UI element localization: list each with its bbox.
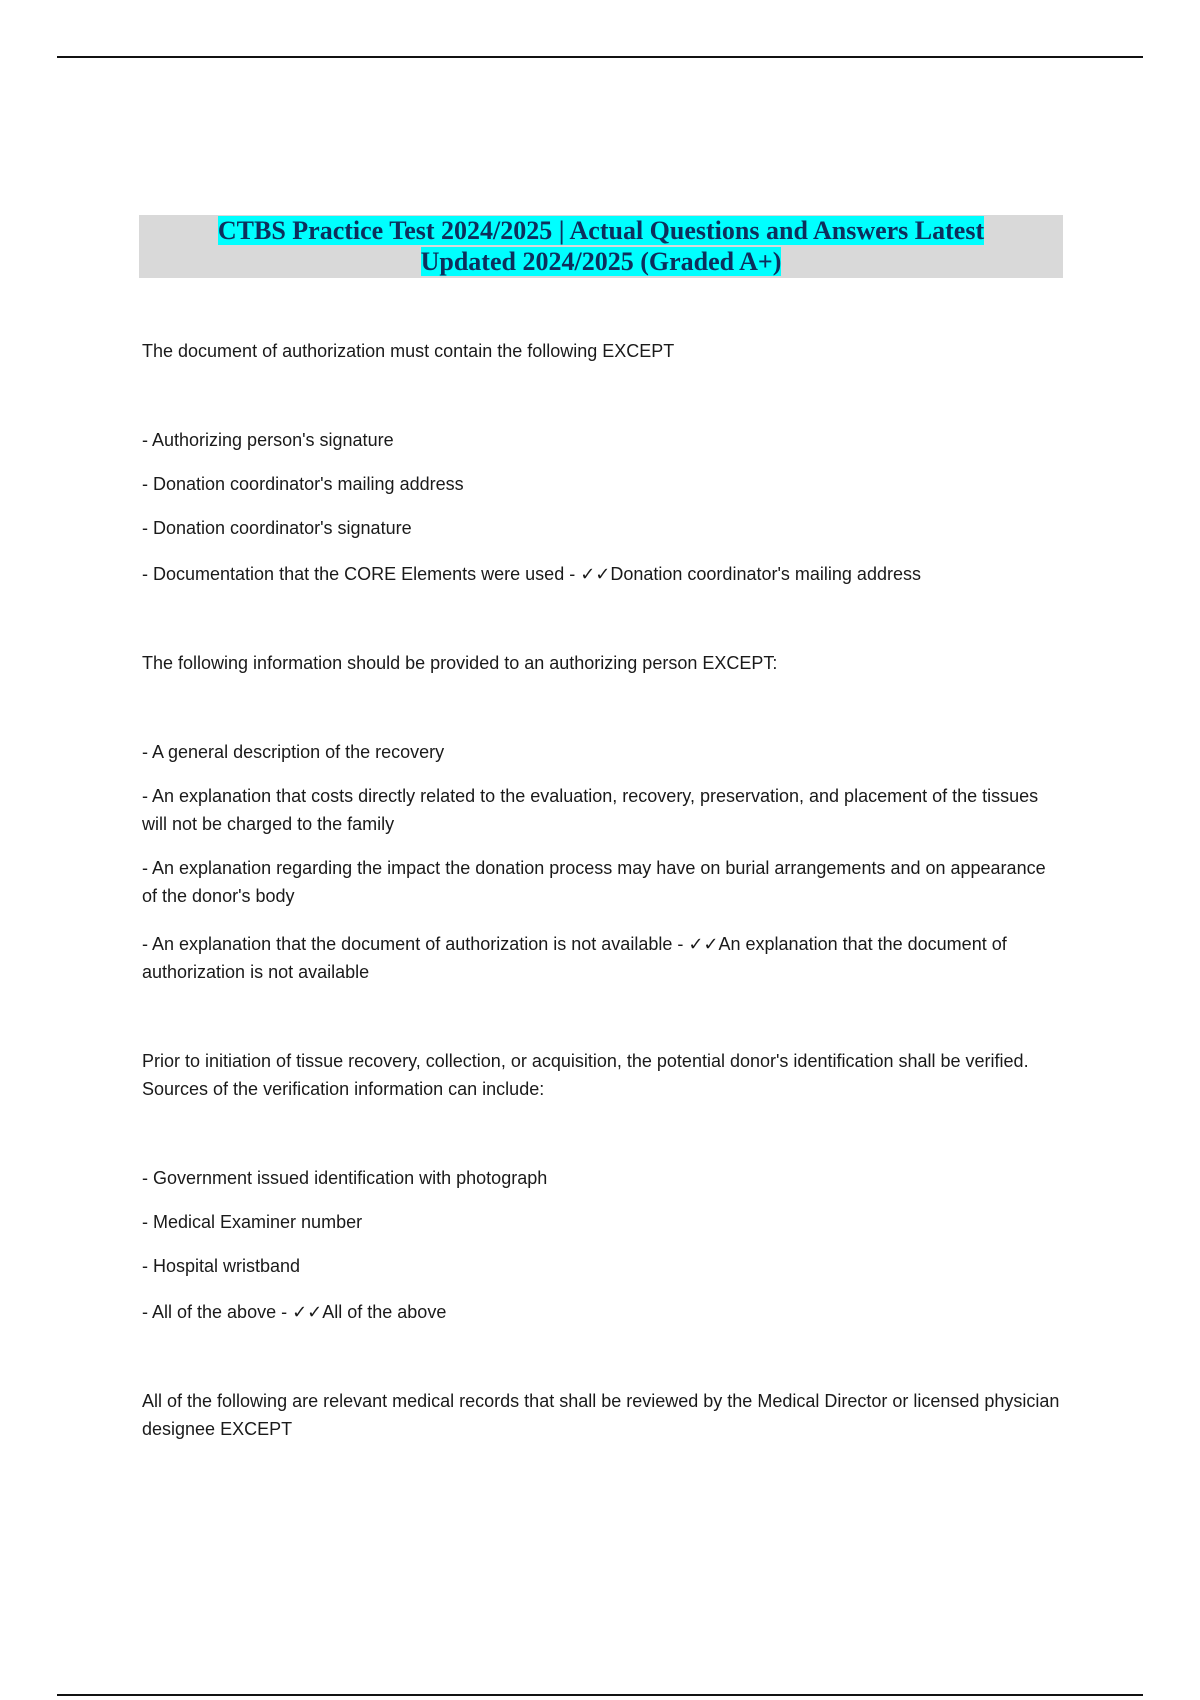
q1-option-a: - Authorizing person's signature [142, 430, 394, 450]
q1-option-b: - Donation coordinator's mailing address [142, 474, 464, 494]
question-2: The following information should be provided to an authorizing person EXCEPT: [142, 653, 778, 673]
q3-option-c: - Hospital wristband [142, 1256, 301, 1276]
q2-option-b: - An explanation that costs directly related to the evaluation, recovery, preservation, and placement of the tissues will not be charged to the family [142, 786, 1039, 834]
q1-option-c: - Donation coordinator's signature [142, 518, 412, 538]
q2-option-c: - An explanation regarding the impact the donation process may have on burial arrangements and on appearance of the donor's body [142, 858, 1046, 906]
q1-option-d-answer: - Documentation that the CORE Elements were used - ✓✓Donation coordinator's mailing address [142, 564, 921, 584]
question-3: Prior to initiation of tissue recovery, collection, or acquisition, the potential donor's identification shall be verified. Sources of the verification information can include: [142, 1051, 1029, 1099]
q3-option-a: - Government issued identification with photograph [142, 1168, 548, 1188]
title-line-1: CTBS Practice Test 2024/2025 | Actual Questions and Answers Latest [217, 216, 985, 245]
footer-rule [57, 1694, 1143, 1696]
q3-option-d-answer: - All of the above - ✓✓All of the above [142, 1302, 447, 1322]
q2-option-d-answer: - An explanation that the document of authorization is not available - ✓✓An explanation that the document of authorization is not available [142, 934, 1007, 982]
question-1: The document of authorization must contain the following EXCEPT [142, 341, 675, 361]
q2-option-a: - A general description of the recovery [142, 742, 445, 762]
title-line-2: Updated 2024/2025 (Graded A+) [420, 247, 782, 276]
header-rule [57, 56, 1143, 58]
q3-option-b: - Medical Examiner number [142, 1212, 363, 1232]
document-title [139, 215, 1063, 278]
question-4: All of the following are relevant medical records that shall be reviewed by the Medical Director or licensed physician designee EXCEPT [142, 1391, 1060, 1439]
